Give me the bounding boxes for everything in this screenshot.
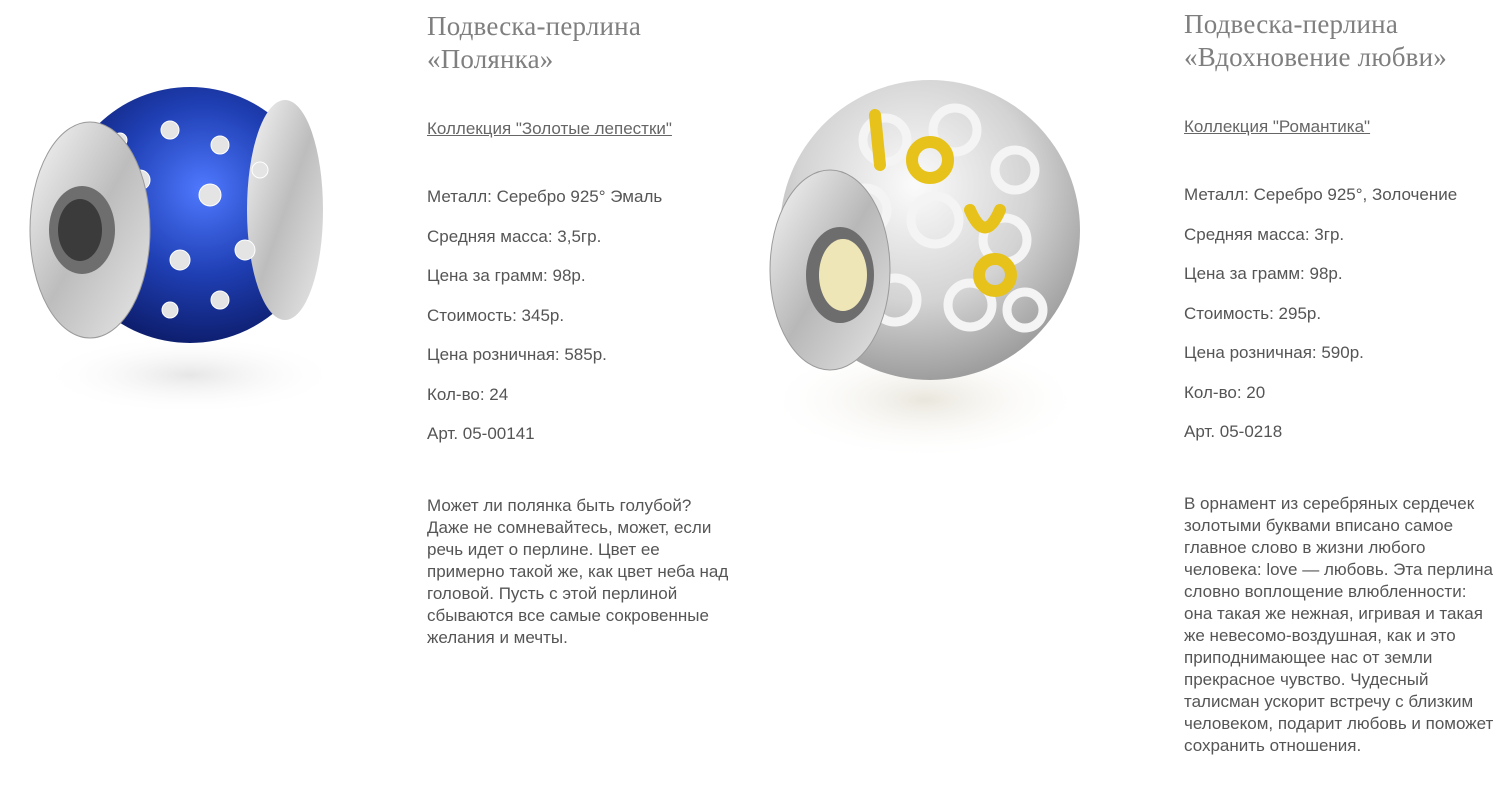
blue-enamel-bead-icon [20,70,350,430]
product-image-polyanka[interactable] [20,70,350,430]
spec-retail-price: Цена розничная: 590р. [1184,343,1364,362]
spec-list [1184,185,1504,462]
spec-weight: Средняя масса: 3,5гр. [427,226,602,246]
spec-weight: Средняя масса: 3гр. [1184,224,1345,244]
spec-cost: Стоимость: 295р. [1184,303,1322,323]
spec-metal: Металл: Серебро 925°, Золочение [1184,185,1458,204]
product-info-vdohnovenie [1184,8,1504,757]
spec-article: Арт. 05-0218 [1184,422,1283,441]
spec-list [427,187,747,464]
product-title-line2: «Вдохновение любви» [1184,42,1447,72]
spec-metal: Металл: Серебро 925° Эмаль [427,187,663,206]
spec-price-per-gram: Цена за грамм: 98р. [427,266,586,285]
product-description: Может ли полянка быть голубой? Даже не сомневайтесь, может, если речь идет о перлине. Цвет ее примерно такой же, как цвет неба над головой. Пусть с этой перлиной сбываются все самые сокровенные желания и мечты. [427,495,729,647]
collection-link[interactable]: Коллекция "Романтика" [1184,117,1371,136]
collection-link[interactable]: Коллекция "Золотые лепестки" [427,119,672,138]
spec-quantity: Кол-во: 20 [1184,382,1266,402]
product-title-line1: Подвеска-перлина [1184,9,1399,39]
spec-retail-price: Цена розничная: 585р. [427,345,607,364]
product-title [1184,8,1504,74]
product-description: В орнамент из серебряных сердечек золотыми буквами вписано самое главное слово в жизни любого человека: love — любовь. Эта перлина словно воплощение влюбленности: она такая же нежная, игривая и такая же невесомо-воздушная, как и это приподнимающее нас от земли прекрасное чувство. Чудесный талисман ускорит встречу с близким человеком, подарит любовь и поможет сохранить отношения. [1184,493,1494,755]
product-title [427,10,747,76]
spec-cost: Стоимость: 345р. [427,305,565,325]
gold-love-bead-icon [755,70,1095,490]
product-info-polyanka [427,10,747,649]
product-title-line2: «Полянка» [427,44,554,74]
product-title-line1: Подвеска-перлина [427,11,642,41]
product-image-vdohnovenie[interactable] [755,70,1095,490]
spec-price-per-gram: Цена за грамм: 98р. [1184,264,1343,283]
spec-quantity: Кол-во: 24 [427,384,509,404]
spec-article: Арт. 05-00141 [427,424,535,443]
